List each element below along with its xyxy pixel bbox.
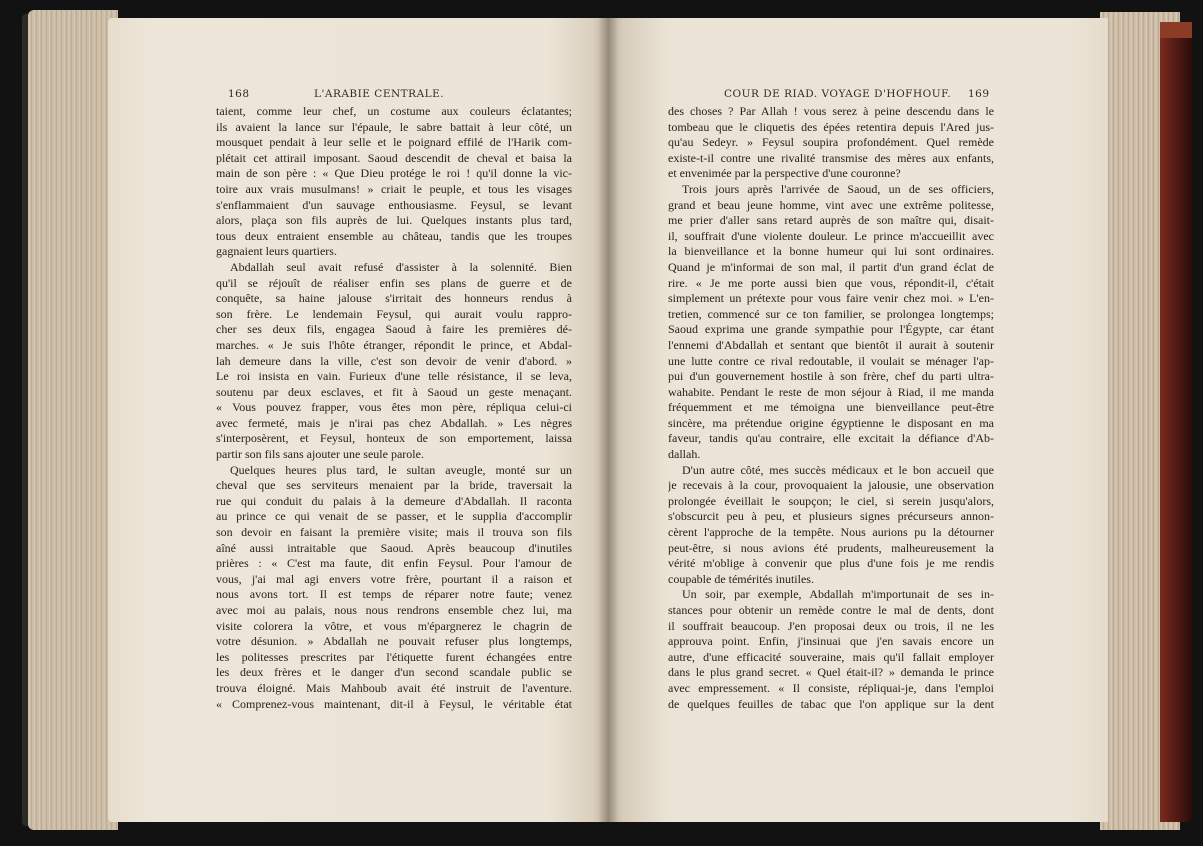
text-line: fréquemment et me témoigna une bienveillance peut-être [668,400,994,415]
text-line: cèrent l'approche de la tempête. Nous aurions pu la détourner [668,525,994,540]
text-line: l'ennemi d'Abdallah et sentant que bientôt il aurait à soutenir [668,337,994,352]
text-line: rire. « Je me porte aussi bien que vous, répondit-il, c'était [668,275,994,290]
text-line: trouva éloigné. Mais Mahboub avait été instruit de l'aventure. [216,680,572,695]
text-line: la bienveillance et la bonne humeur qui lui sont ordinaires. [668,244,994,259]
text-line: main de son père : « Que Dieu protége le roi ! qu'il donne la vic- [216,166,572,181]
text-line: pui d'un gouvernement hostile à son frère, chef du parti ultra- [668,369,994,384]
text-line: les deux frères et le danger d'un second scandale public se [216,665,572,680]
text-line: partir son fils sans ajouter une seule parole. [216,447,424,462]
text-line: cheval que ses serviteurs menaient par la bride, traversait la [216,478,572,493]
text-line: nous avons tort. Il est temps de réparer notre faute; venez [216,587,572,602]
text-line: gagnaient leurs quartiers. [216,244,337,259]
text-line: approuva point. Enfin, j'insinuai que j'en savais encore un [668,634,994,649]
right-page [608,18,1108,822]
text-line: qu'il se réjouît de réaliser enfin ses plans de guerre et de [216,275,572,290]
text-line: son frère. Le lendemain Feysul, qui aurait voulu rappro- [216,306,572,321]
text-line: une lutte contre ce rival redoutable, il voulait se ménager l'ap- [668,353,994,368]
text-line: me prier d'aller sans retard auprès de son maître qui, disait- [668,213,994,228]
text-line: Saoud exprima une grande sympathie pour l'Égypte, car étant [668,322,994,337]
text-line: lah demeure dans la ville, c'est son devoir de venir d'abord. » [216,353,572,368]
text-line: stances pour obtenir un remède contre le mal de dents, dont [668,603,994,617]
right-page-number: 169 [968,88,990,100]
text-line: soutenu par deux esclaves, et fit à Saoud un geste menaçant. [216,384,572,399]
text-line: vous, j'ai mal agi envers votre frère, pourtant il a raison et [216,571,572,586]
text-line: dallah. [668,447,701,462]
text-line: je recevais à la cour, provoquaient la jalousie, une observation [668,478,994,493]
book-gutter [598,18,618,822]
text-line: taient, comme leur chef, un costume aux couleurs éclatantes; [216,104,572,118]
text-line: sincère, ma prétendue origine égyptienne le disposant en ma [668,415,994,430]
text-line: simplement un prétexte pour vous faire venir chez moi. » L'en- [668,291,994,306]
text-line: marches. « Je suis l'hôte étranger, répondit le prince, et Abdal- [216,337,572,352]
text-line: ils avaient la lance sur l'épaule, le sabre battait à leur côté, un [216,119,572,134]
text-line: Trois jours après l'arrivée de Saoud, un de ses officiers, [682,181,994,196]
text-line: tous deux entraient ensemble au château, tandis que les troupes [216,228,572,243]
text-line: faveur, tandis qu'au contraire, elle excitait la défiance d'Ab- [668,431,994,446]
text-line: son devoir en faisant la première visite; mais il trouva son fils [216,525,572,540]
text-line: Quand je m'informai de son mal, il partit d'un grand éclat de [668,259,994,274]
text-line: s'obscurcit peu à peu, et plusieurs signes précurseurs annon- [668,509,994,524]
left-page-number: 168 [228,88,250,100]
text-line: et envenimée par la perspective d'une couronne? [668,166,901,181]
text-line: avec fermeté, mais je n'irai pas chez Abdallah. » Les nègres [216,415,572,430]
text-line: peut-être, si nous avions été prudents, malheureusement la [668,540,994,555]
text-line: visite colorera la vôtre, et vous m'épargnerez le chagrin de [216,618,572,633]
text-line: « Comprenez-vous maintenant, dit-il à Feysul, le véritable état [216,696,572,711]
text-line: prolongée éveillait le soupçon; le ciel, si serein jusqu'alors, [668,493,994,508]
text-line: D'un autre côté, mes succès médicaux et le bon accueil que [682,462,994,477]
text-line: prières : « C'est ma faute, dit enfin Feysul. Pour l'amour de [216,556,572,571]
text-line: autre, d'une efficacité souveraine, mais qu'il fallait employer [668,649,994,664]
text-line: de quelques feuilles de tabac que l'on applique sur la dent [668,696,994,711]
text-line: au prince ce qui venait de se passer, et le supplia d'accomplir [216,509,572,524]
right-page-body [668,104,994,712]
text-line: Quelques heures plus tard, le sultan aveugle, monté sur un [230,462,572,477]
cover-corner [1160,22,1192,38]
text-line: tombeau que le cliquetis des épées retentira depuis l'Ared jus- [668,119,994,134]
text-line: votre désunion. » Abdallah ne pouvait refuser plus longtemps, [216,634,572,649]
text-line: tretien, commencé sur ce ton familier, se prolongea longtemps; [668,306,994,321]
text-line: « Vous pouvez frapper, vous êtes mon père, répliqua celui-ci [216,400,572,415]
text-line: Un soir, par exemple, Abdallah m'importunait de ses in- [682,587,994,602]
text-line: mousquet pendait à leur selle et le poignard effilé de l'Harik com- [216,135,572,150]
left-running-head: L'ARABIE CENTRALE. [314,88,445,100]
text-line: aîné aussi intraitable que Saoud. Après beaucoup d'inutiles [216,540,572,555]
left-page-body [216,104,572,712]
text-line: avec moi au palais, nous nous rendrons ensemble chez lui, ma [216,603,572,617]
text-line: vérité m'oblige à convenir que plus d'une fois je me rendis [668,556,994,571]
text-line: il souffrait beaucoup. J'en proposai deux ou trois, il ne les [668,618,994,633]
text-line: alors, plaça son fils auprès de lui. Quelques instants plus tard, [216,213,572,228]
text-line: conquête, sa haine jalouse s'irritait des honneurs rendus à [216,291,572,306]
book-cover-right [1160,22,1192,822]
text-line: il, souffrait d'une violente douleur. Le prince m'accueillit avec [668,228,994,243]
text-line: plétait cet attirail imposant. Saoud descendit de cheval et baisa la [216,150,572,165]
text-line: Abdallah seul avait refusé d'assister à la solennité. Bien [230,259,572,274]
text-line: wahabite. Pendant le reste de mon séjour à Riad, il me manda [668,384,994,399]
text-line: s'interposèrent, et Feysul, honteux de son emportement, laissa [216,431,572,446]
right-running-head: COUR DE RIAD. VOYAGE D'HOFHOUF. [724,88,952,100]
text-line: grand et beau jeune homme, vint avec une extrême politesse, [668,197,994,212]
text-line: avec empressement. « Il consiste, répliquai-je, dans l'emploi [668,680,994,695]
page-block-left-edge [28,10,118,830]
left-page [108,18,608,822]
text-line: des choses ? Par Allah ! vous serez à peine descendu dans le [668,104,994,118]
text-line: dans le plus grand secret. « Quel était-il? » demanda le prince [668,665,994,680]
text-line: coupable de témérités inutiles. [668,571,814,586]
text-line: rue qui conduit du palais à la demeure d'Abdallah. Il raconta [216,493,572,508]
text-line: Le roi insista en vain. Furieux d'une telle résistance, il se leva, [216,369,572,384]
text-line: cher ses deux fils, engagea Saoud à faire les premières dé- [216,322,572,337]
text-line: existe-t-il contre une rivalité transmise des mères aux enfants, [668,150,994,165]
text-line: s'enflammaient d'un sauvage enthousiasme. Feysul, se levant [216,197,572,212]
text-line: les politesses prescrites par l'étiquette furent échangées entre [216,649,572,664]
text-line: toire aux vrais musulmans! » criait le peuple, et tous les visages [216,181,572,196]
text-line: qu'au Sedeyr. » Feysul soupira profondément. Quel remède [668,135,994,150]
